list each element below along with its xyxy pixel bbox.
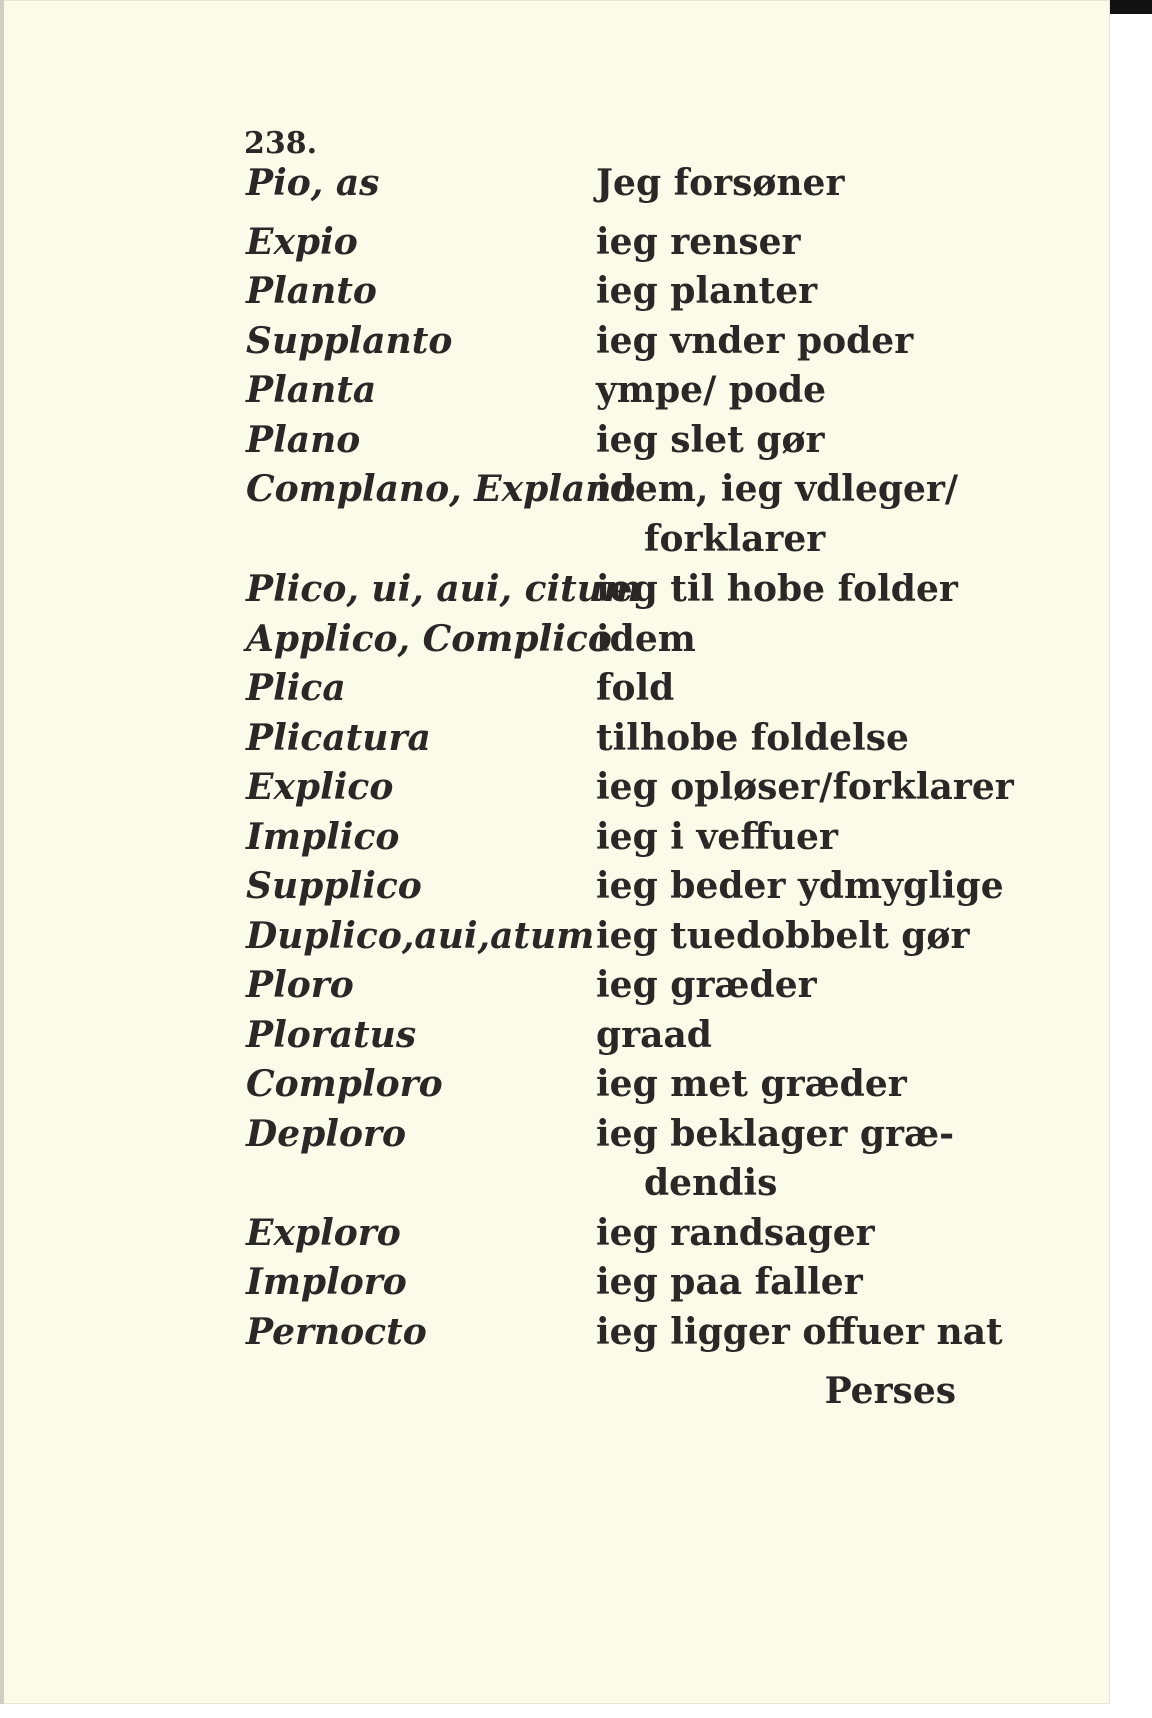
scan-edge-marker	[1110, 0, 1152, 14]
glossary-entry	[0, 1259, 1110, 1309]
latin-term: Complano, Explano	[246, 468, 636, 510]
latin-term: Explico	[246, 766, 394, 808]
latin-term: Comploro	[246, 1063, 443, 1105]
glossary-entry	[0, 1012, 1110, 1062]
danish-gloss: graad	[596, 1014, 712, 1056]
latin-term: Exploro	[246, 1212, 401, 1254]
glossary-entry	[0, 417, 1110, 467]
glossary-entry	[0, 665, 1110, 715]
glossary-entry	[0, 962, 1110, 1012]
danish-gloss: ieg renser	[596, 221, 801, 263]
glossary-entry	[0, 616, 1110, 666]
danish-gloss: ieg ligger offuer nat	[596, 1311, 1003, 1353]
glossary-entry	[0, 367, 1110, 417]
danish-gloss: ieg græder	[596, 964, 817, 1006]
page-number: 238.	[244, 126, 318, 161]
latin-term: Planto	[246, 270, 377, 312]
danish-gloss: ieg i veffuer	[596, 816, 838, 858]
danish-gloss: tilhobe foldelse	[596, 717, 909, 759]
danish-gloss: ieg slet gør	[596, 419, 825, 461]
glossary-entry	[0, 1210, 1110, 1260]
latin-term: Ploro	[246, 964, 354, 1006]
latin-term: Plico, ui, aui, citum	[246, 568, 642, 610]
danish-gloss: fold	[596, 667, 675, 709]
scan-margin-right	[1110, 0, 1152, 1718]
danish-gloss: Jeg forsøner	[596, 162, 845, 204]
glossary-entry	[0, 160, 1110, 210]
danish-gloss: ieg vnder poder	[596, 320, 914, 362]
danish-gloss: idem, ieg vdleger/	[596, 468, 959, 510]
danish-gloss: ieg tuedobbelt gør	[596, 915, 970, 957]
glossary-entry	[0, 913, 1110, 963]
danish-gloss: ieg til hobe folder	[596, 568, 958, 610]
scan-margin-bottom	[0, 1704, 1110, 1718]
glossary-entry	[0, 1309, 1110, 1359]
latin-term: Planta	[246, 369, 377, 411]
glossary-entry	[0, 1061, 1110, 1111]
danish-gloss: ieg paa faller	[596, 1261, 863, 1303]
glossary-entry	[0, 764, 1110, 814]
glossary-entry	[0, 863, 1110, 913]
latin-term: Deploro	[246, 1113, 406, 1155]
glossary-entry	[0, 318, 1110, 368]
danish-gloss: ieg planter	[596, 270, 818, 312]
latin-term: Plano	[246, 419, 361, 461]
glossary-entry	[0, 466, 1110, 516]
glossary-entry	[0, 715, 1110, 765]
latin-term: Supplanto	[246, 320, 453, 362]
glossary-entry	[0, 1111, 1110, 1161]
latin-term: Pio, as	[246, 162, 380, 204]
danish-gloss: ieg opløser/forklarer	[596, 766, 1014, 808]
gloss-continuation: dendis	[644, 1162, 778, 1204]
gloss-continuation: forklarer	[644, 518, 826, 560]
glossary-entry	[0, 268, 1110, 318]
danish-gloss: ieg beder ydmyglige	[596, 865, 1004, 907]
danish-gloss: ympe/ pode	[596, 369, 827, 411]
latin-term: Supplico	[246, 865, 422, 907]
danish-gloss: ieg beklager græ-	[596, 1113, 955, 1155]
latin-term: Ploratus	[246, 1014, 417, 1056]
danish-gloss: ieg met græder	[596, 1063, 907, 1105]
latin-term: Plica	[246, 667, 346, 709]
latin-term: Applico, Complico	[246, 618, 612, 660]
danish-gloss: idem	[596, 618, 696, 660]
latin-term: Duplico,aui,atum	[246, 915, 595, 957]
catchword: Perses	[824, 1370, 956, 1412]
latin-term: Plicatura	[246, 717, 431, 759]
glossary-entry	[0, 814, 1110, 864]
danish-gloss: ieg randsager	[596, 1212, 875, 1254]
latin-term: Imploro	[246, 1261, 407, 1303]
glossary-entry	[0, 566, 1110, 616]
latin-term: Implico	[246, 816, 400, 858]
latin-term: Expio	[246, 221, 358, 263]
glossary-entry	[0, 219, 1110, 269]
latin-term: Pernocto	[246, 1311, 427, 1353]
